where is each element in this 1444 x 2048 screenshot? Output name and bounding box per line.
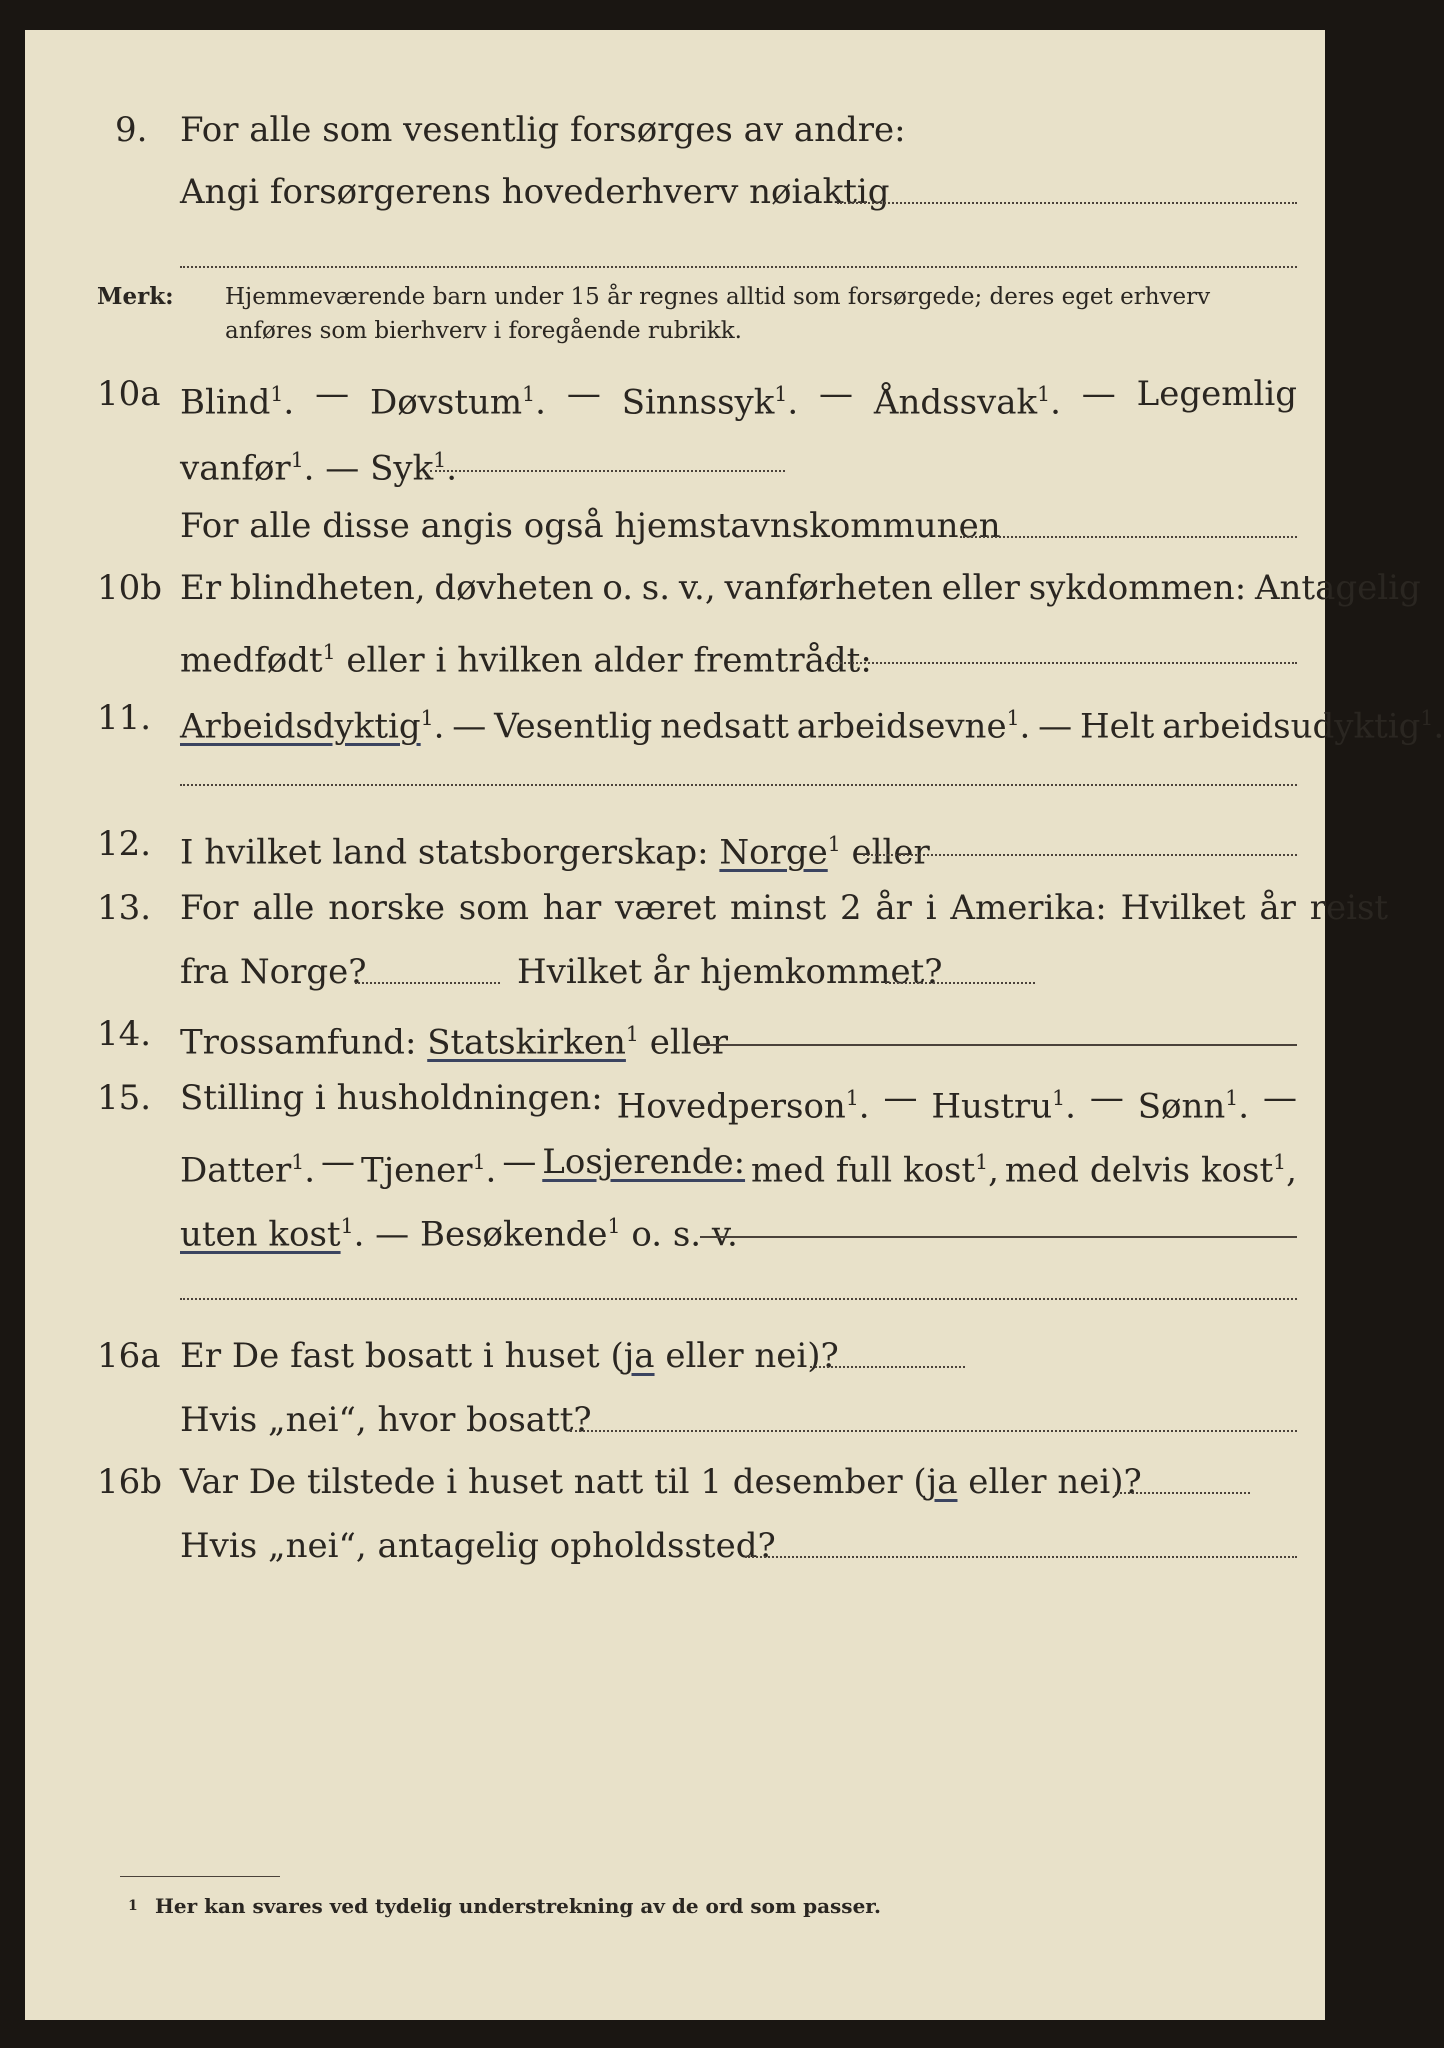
q9-line2: Angi forsørgerens hovederhverv nøiaktig bbox=[180, 172, 890, 212]
q16b-number: 16b bbox=[97, 1462, 163, 1502]
q10b-answer-line bbox=[825, 662, 1297, 664]
q15-answer-line-2 bbox=[180, 1298, 1297, 1300]
q16a-line1: Er De fast bosatt i huset (ja eller nei)? bbox=[180, 1336, 839, 1376]
q10a-line2: vanfør$^1$. — Syk$^1$. bbox=[180, 448, 458, 489]
q16a-bosatt-line bbox=[570, 1430, 1297, 1432]
q10b-number: 10b bbox=[97, 568, 163, 608]
q10b-line2: medfødt$^1$ eller i hvilken alder fremtrådt: bbox=[180, 640, 872, 681]
q10a-line1: Blind$^1$. — Døvstum$^1$. — Sinnssyk$^1$. — Åndssvak$^1$. — Legemlig bbox=[180, 374, 1297, 423]
q9-line1: For alle som vesentlig forsørges av andre: bbox=[180, 110, 906, 150]
option-ja: ja bbox=[926, 1462, 958, 1502]
option-norge: Norge bbox=[719, 832, 828, 873]
q13-line2a: fra Norge? bbox=[180, 952, 367, 992]
q13-hjemkommet-line bbox=[885, 982, 1035, 984]
q16b-answer-line bbox=[1115, 1492, 1250, 1494]
footnote-text: Her kan svares ved tydelig understrekning av de ord som passer. bbox=[155, 1894, 881, 1918]
q11-line: Arbeidsdyktig$^1$. — Vesentlig nedsatt arbeidsevne$^1$. — Helt arbeidsudyktig$^1$. bbox=[180, 706, 1444, 747]
q16b-opholdssted-line bbox=[745, 1556, 1297, 1558]
footnote-mark: 1 bbox=[128, 1898, 138, 1914]
q16a-line2: Hvis „nei“, hvor bosatt? bbox=[180, 1400, 592, 1440]
q11-number: 11. bbox=[97, 698, 152, 738]
q9-answer-line-2 bbox=[180, 266, 1297, 268]
q14-line: Trossamfund: Statskirken$^1$ eller bbox=[180, 1022, 728, 1063]
q15-line2: Datter$^1$. — Tjener$^1$. — Losjerende: med full kost$^1$, med delvis kost$^1$, bbox=[180, 1142, 1297, 1191]
q16a-answer-line bbox=[810, 1366, 965, 1368]
option-uten-kost: uten kost bbox=[180, 1214, 341, 1255]
q16b-line2: Hvis „nei“, antagelig opholdssted? bbox=[180, 1526, 776, 1566]
q9-answer-line bbox=[837, 202, 1297, 204]
q15-number: 15. bbox=[97, 1078, 152, 1118]
merk-label: Merk: bbox=[97, 283, 174, 310]
q13-reist-line bbox=[355, 982, 500, 984]
q14-number: 14. bbox=[97, 1014, 152, 1054]
q11-answer-line bbox=[180, 784, 1297, 786]
merk-line1: Hjemmeværende barn under 15 år regnes alltid som forsørgede; deres eget erhverv bbox=[225, 284, 1211, 310]
q10b-line1: Er blindheten, døvheten o. s. v., vanførheten eller sykdommen: Antagelig bbox=[180, 568, 1421, 608]
option-dovstum: Døvstum$^1$. bbox=[369, 382, 546, 423]
q13-line1: For alle norske som har været minst 2 år i Amerika: Hvilket år reist bbox=[180, 888, 1389, 928]
option-blind: Blind$^1$. bbox=[180, 382, 295, 423]
q13-number: 13. bbox=[97, 888, 152, 928]
q14-answer-line bbox=[700, 1044, 1297, 1046]
option-andssvak: Åndssvak$^1$. bbox=[873, 382, 1061, 423]
q16a-number: 16a bbox=[97, 1336, 161, 1376]
q10a-answer-line bbox=[430, 470, 785, 472]
q16b-line1: Var De tilstede i huset natt til 1 desember (ja eller nei)? bbox=[180, 1462, 1142, 1502]
q9-number: 9. bbox=[115, 110, 148, 150]
option-sinnssyk: Sinnssyk$^1$. bbox=[621, 382, 799, 423]
q12-answer-line bbox=[863, 854, 1297, 856]
option-ja: ja bbox=[623, 1336, 655, 1376]
q10a-hjemstavn-line bbox=[960, 536, 1297, 538]
q12-number: 12. bbox=[97, 824, 152, 864]
option-arbeidsdyktig: Arbeidsdyktig bbox=[180, 706, 421, 747]
census-form-sheet bbox=[25, 30, 1444, 2020]
q15-answer-line bbox=[700, 1236, 1297, 1238]
footnote-rule bbox=[120, 1876, 280, 1877]
option-statskirken: Statskirken bbox=[427, 1022, 626, 1063]
option-legemlig: Legemlig bbox=[1136, 374, 1297, 414]
q12-line: I hvilket land statsborgerskap: Norge$^1$ eller bbox=[180, 832, 930, 873]
merk-line2: anføres som bierhverv i foregående rubrikk. bbox=[225, 318, 742, 344]
q15-line1: Stilling i husholdningen: Hovedperson$^1$. — Hustru$^1$. — Sønn$^1$. — bbox=[180, 1078, 1297, 1127]
q15-line3: uten kost$^1$. — Besøkende$^1$ o. s. v. bbox=[180, 1214, 738, 1255]
q13-line2b: Hvilket år hjemkommet? bbox=[517, 952, 943, 992]
q10a-number: 10a bbox=[97, 374, 161, 414]
option-losjerende: Losjerende: bbox=[542, 1142, 746, 1182]
q10a-line3: For alle disse angis også hjemstavnskommunen bbox=[180, 506, 1001, 546]
